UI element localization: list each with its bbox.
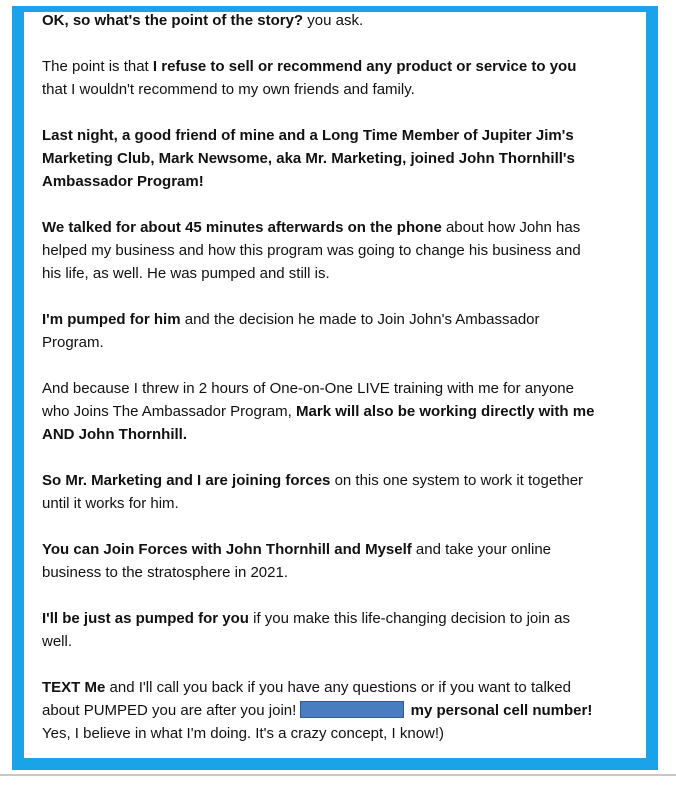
bold-text: Last night, a good friend of mine and a Long Time Member of Jupiter Jim's Marketing Club, Mark Newsome, aka Mr. Marketing, joined John Thornhill's Ambassador Program! (42, 127, 575, 190)
text: and the decision he made to Join John's Ambassador Program. (42, 311, 540, 351)
bold-text: So Mr. Marketing and I are joining forces (42, 472, 331, 489)
redacted-phone-number (300, 701, 404, 718)
paragraph-2 (42, 55, 602, 101)
paragraph-1 (42, 9, 602, 32)
paragraph-6 (42, 377, 602, 446)
text: on this one system to work it together until it works for him. (42, 472, 584, 512)
paragraph-8 (42, 538, 602, 584)
text: and take your online business to the stratosphere in 2021. (42, 541, 552, 581)
text: if you make this life-changing decision to join as well. (42, 610, 570, 650)
paragraph-5 (42, 308, 602, 354)
text: Yes, I believe in what I'm doing. It's a crazy concept, I know!) (42, 725, 445, 742)
bold-text: I'm pumped for him (42, 311, 181, 328)
bottom-divider (0, 774, 676, 776)
bold-text: Mark will also be working directly with me AND John Thornhill. (42, 403, 595, 443)
paragraph-7 (42, 469, 602, 515)
email-body (42, 9, 602, 745)
paragraph-10 (42, 676, 602, 745)
bold-text: I refuse to sell or recommend any product or service to you (152, 58, 577, 75)
text: And because I threw in 2 hours of One-on-One LIVE training with me for anyone who Joins The Ambassador Program, (42, 380, 574, 420)
paragraph-3 (42, 124, 602, 193)
bold-text: We talked for about 45 minutes afterwards on the phone (42, 219, 442, 236)
text: that I wouldn't recommend to my own friends and family. (42, 81, 415, 98)
bold-text: OK, so what's the point of the story? (42, 12, 304, 29)
text: The point is that (42, 58, 153, 75)
paragraph-4 (42, 216, 602, 285)
bold-text: my personal cell number! (406, 702, 593, 719)
text: about how John has helped my business and how this program was going to change his business and his life, as well. He was pumped and still is. (42, 219, 581, 282)
paragraph-9 (42, 607, 602, 653)
text: you ask. (303, 12, 364, 29)
text: and I'll call you back if you have any questions or if you want to talked about PUMPED you are after you join! (42, 679, 571, 719)
bold-text: You can Join Forces with John Thornhill and Myself (42, 541, 412, 558)
bold-text: TEXT Me (42, 679, 106, 696)
bold-text: I'll be just as pumped for you (42, 610, 249, 627)
